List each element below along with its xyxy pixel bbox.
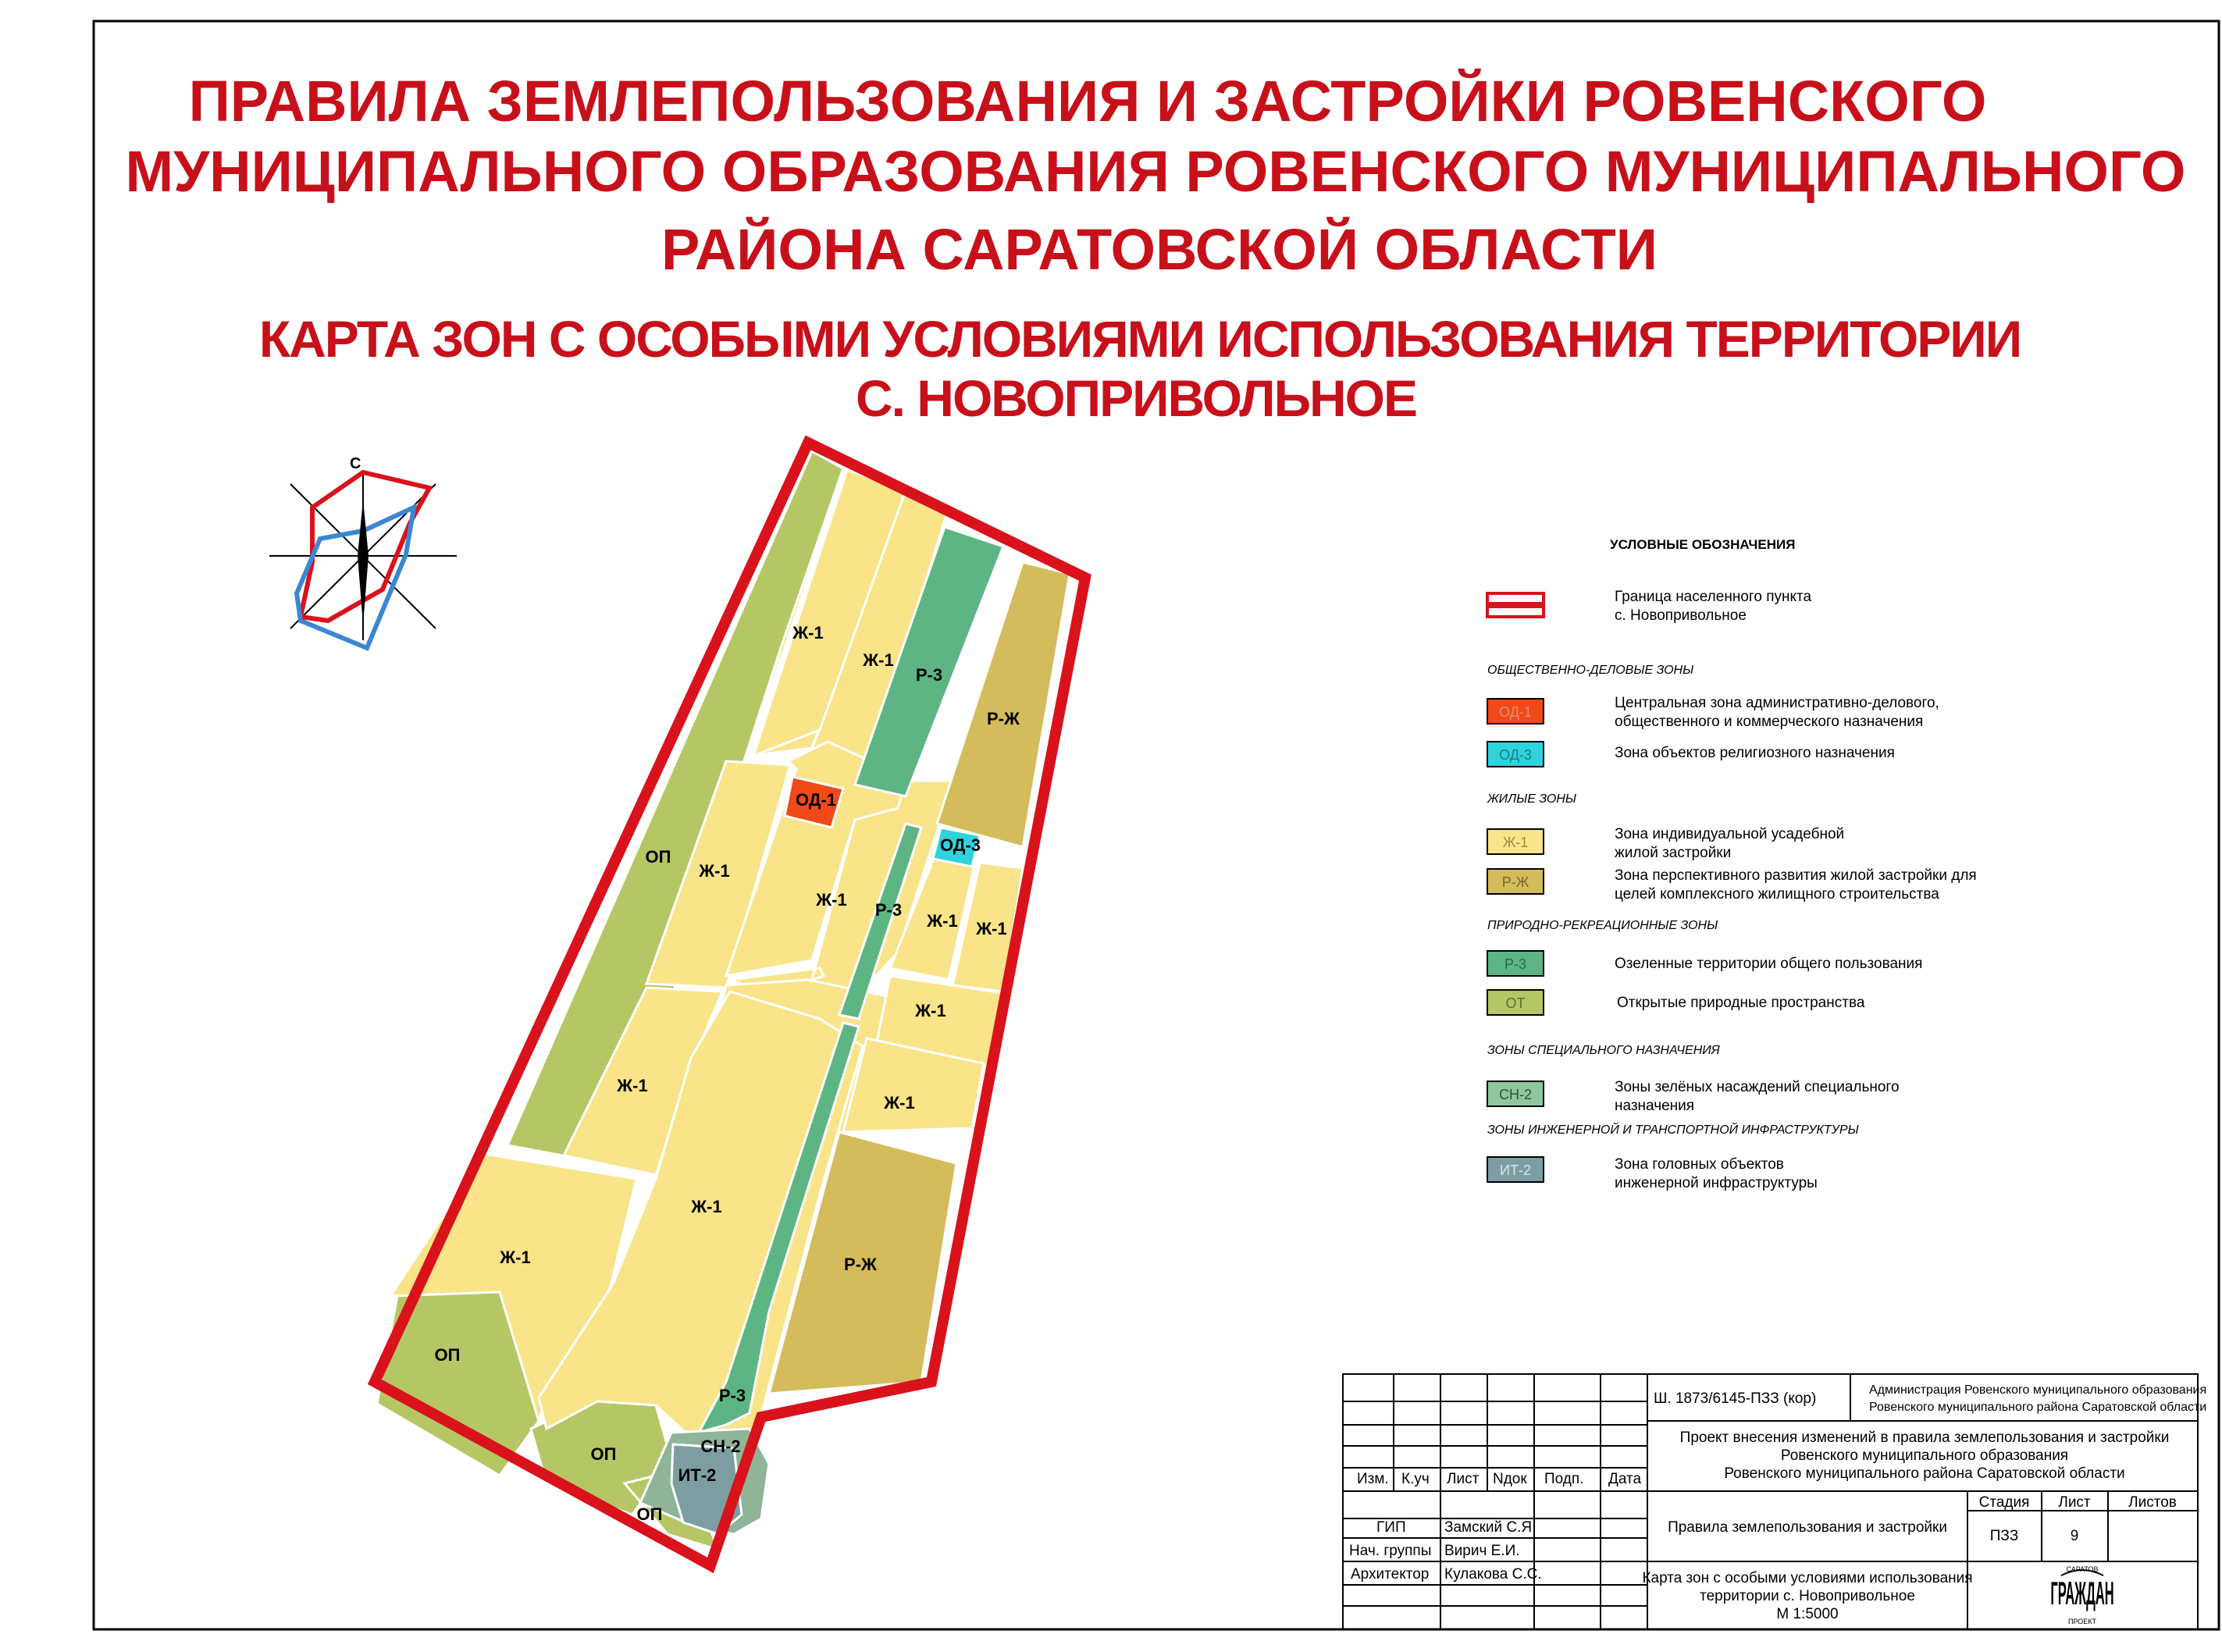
legend-text-it2-1: Зона головных объектов xyxy=(1615,1156,1784,1173)
stamp-project-line3: Ровенского муниципального района Саратовской области xyxy=(1724,1465,2125,1482)
compass-north-label: С xyxy=(350,455,361,472)
legend-section-recreational: ПРИРОДНО-РЕКРЕАЦИОННЫЕ ЗОНЫ xyxy=(1487,919,1718,932)
stamp-project-line2: Ровенского муниципального образования xyxy=(1780,1447,2069,1464)
legend-section-residential: ЖИЛЫЕ ЗОНЫ xyxy=(1487,792,1577,806)
title-line1: ПРАВИЛА ЗЕМЛЕПОЛЬЗОВАНИЯ И ЗАСТРОЙКИ РОВЕНСКОГО xyxy=(188,69,1987,134)
label-zh1: Ж-1 xyxy=(500,1248,531,1267)
legend-code-it2: ИТ-2 xyxy=(1500,1162,1531,1178)
stamp-stage-header: Стадия xyxy=(1978,1494,2030,1511)
legend-boundary-line1: Граница населенного пункта xyxy=(1615,589,1812,605)
legend-text-od3: Зона объектов религиозного назначения xyxy=(1615,745,1895,761)
label-od1: ОД-1 xyxy=(795,790,837,810)
stamp-org-line1: Администрация Ровенского муниципального образования xyxy=(1869,1383,2207,1397)
stamp-doc-code: Ш. 1873/6145-ПЗЗ (кор) xyxy=(1654,1390,1817,1407)
title-line3: РАЙОНА САРАТОВСКОЙ ОБЛАСТИ xyxy=(661,217,1658,282)
legend-text-it2-2: инженерной инфраструктуры xyxy=(1615,1175,1818,1191)
stamp-sheet-value: 9 xyxy=(2070,1528,2079,1544)
stamp-col-podp: Подп. xyxy=(1544,1471,1584,1487)
stamp-sheet-header: Лист xyxy=(2058,1494,2091,1511)
stamp-drawing-line2: территории с. Новопривольное xyxy=(1700,1588,1915,1604)
label-rzh: Р-Ж xyxy=(844,1255,877,1274)
subtitle-line2: С. НОВОПРИВОЛЬНОЕ xyxy=(855,369,1417,427)
subtitle-line1: КАРТА ЗОН С ОСОБЫМИ УСЛОВИЯМИ ИСПОЛЬЗОВАНИЯ ТЕРРИТОРИИ xyxy=(258,310,2021,368)
stamp-name2: Вирич Е.И. xyxy=(1444,1543,1520,1559)
label-r3: Р-3 xyxy=(915,665,943,685)
label-zh1: Ж-1 xyxy=(927,911,958,931)
stamp-drawing-line1: Карта зон с особыми условиями использования xyxy=(1642,1570,1973,1586)
stamp-col-data: Дата xyxy=(1608,1471,1642,1487)
legend-text-rzh-2: целей комплексного жилищного строительства xyxy=(1615,886,1939,903)
stamp-section-title: Правила землепользования и застройки xyxy=(1668,1519,1947,1536)
legend-text-rzh-1: Зона перспективного развития жилой застройки для xyxy=(1615,867,1977,884)
logo-top: САРАТОВ xyxy=(2066,1565,2099,1573)
label-it2: ИТ-2 xyxy=(678,1465,717,1485)
legend-text-zh1-1: Зона индивидуальной усадебной xyxy=(1615,826,1845,842)
legend-code-zh1: Ж-1 xyxy=(1502,835,1529,850)
stamp-name3: Кулакова С.С. xyxy=(1444,1566,1542,1583)
label-zh1: Ж-1 xyxy=(816,890,847,910)
stamp-col-list: Лист xyxy=(1447,1471,1480,1487)
label-op: ОП xyxy=(590,1444,617,1464)
legend-title: УСЛОВНЫЕ ОБОЗНАЧЕНИЯ xyxy=(1610,537,1796,552)
logo-bottom: ПРОЕКТ xyxy=(2067,1618,2097,1625)
label-r3: Р-3 xyxy=(718,1386,746,1405)
stamp-sheets-header: Листов xyxy=(2128,1494,2177,1511)
label-zh1: Ж-1 xyxy=(915,1001,946,1020)
legend-section-engineering: ЗОНЫ ИНЖЕНЕРНОЙ И ТРАНСПОРТНОЙ ИНФРАСТРУКТУРЫ xyxy=(1487,1123,1859,1137)
legend-code-ot: ОТ xyxy=(1505,995,1526,1011)
stamp-stage-value: ПЗЗ xyxy=(1989,1528,2019,1544)
label-op: ОП xyxy=(434,1345,461,1365)
legend-text-sn2-2: назначения xyxy=(1615,1098,1695,1114)
label-sn2: СН-2 xyxy=(700,1437,741,1456)
legend-text-od1-1: Центральная зона административно-делового, xyxy=(1615,695,1939,711)
stamp-drawing-line3: М 1:5000 xyxy=(1776,1606,1839,1622)
label-rzh: Р-Ж xyxy=(987,709,1020,728)
legend-text-r3: Озеленные территории общего пользования xyxy=(1615,956,1923,972)
stamp-col-izm: Изм. xyxy=(1357,1471,1389,1487)
label-od3: ОД-3 xyxy=(939,835,981,855)
label-zh1: Ж-1 xyxy=(617,1076,648,1095)
legend-text-zh1-2: жилой застройки xyxy=(1615,845,1732,861)
legend-code-od1: ОД-1 xyxy=(1499,704,1532,720)
label-zh1: Ж-1 xyxy=(792,623,824,643)
label-zh1: Ж-1 xyxy=(691,1197,722,1216)
label-op: ОП xyxy=(645,847,671,867)
legend-section-public: ОБЩЕСТВЕННО-ДЕЛОВЫЕ ЗОНЫ xyxy=(1487,664,1694,677)
stamp-role3: Архитектор xyxy=(1351,1566,1430,1583)
legend-code-rzh: Р-Ж xyxy=(1501,874,1529,890)
legend-section-special: ЗОНЫ СПЕЦИАЛЬНОГО НАЗНАЧЕНИЯ xyxy=(1487,1044,1720,1057)
legend-text-sn2-1: Зоны зелёных насаждений специального xyxy=(1615,1079,1900,1095)
title-line2: МУНИЦИПАЛЬНОГО ОБРАЗОВАНИЯ РОВЕНСКОГО МУНИЦИПАЛЬНОГО xyxy=(125,139,2186,204)
stamp-role2: Нач. группы xyxy=(1349,1543,1432,1559)
legend-code-sn2: СН-2 xyxy=(1498,1087,1533,1102)
logo-main: ГРАЖДАН xyxy=(2050,1574,2114,1612)
label-zh1: Ж-1 xyxy=(884,1093,915,1113)
label-zh1: Ж-1 xyxy=(863,650,894,670)
stamp-col-ndok: Nдок xyxy=(1493,1471,1527,1487)
legend-text-od1-2: общественного и коммерческого назначения xyxy=(1615,714,1924,730)
stamp-col-kuch: К.уч xyxy=(1401,1471,1430,1487)
stamp-org-line2: Ровенского муниципального района Саратовской области xyxy=(1869,1401,2207,1414)
legend-text-ot: Открытые природные пространства xyxy=(1617,995,1865,1011)
stamp-role1: ГИП xyxy=(1376,1519,1406,1536)
label-zh1: Ж-1 xyxy=(976,919,1007,938)
legend-code-r3: Р-3 xyxy=(1504,956,1527,972)
stamp-project-line1: Проект внесения изменений в правила землепользования и застройки xyxy=(1679,1429,2170,1446)
stamp-name1: Замский С.Я. xyxy=(1444,1519,1537,1536)
label-r3: Р-3 xyxy=(874,900,903,920)
legend-code-od3: ОД-3 xyxy=(1499,747,1532,763)
label-zh1: Ж-1 xyxy=(699,861,730,881)
label-op: ОП xyxy=(636,1504,663,1524)
legend-boundary-line2: с. Новопривольное xyxy=(1615,607,1747,624)
